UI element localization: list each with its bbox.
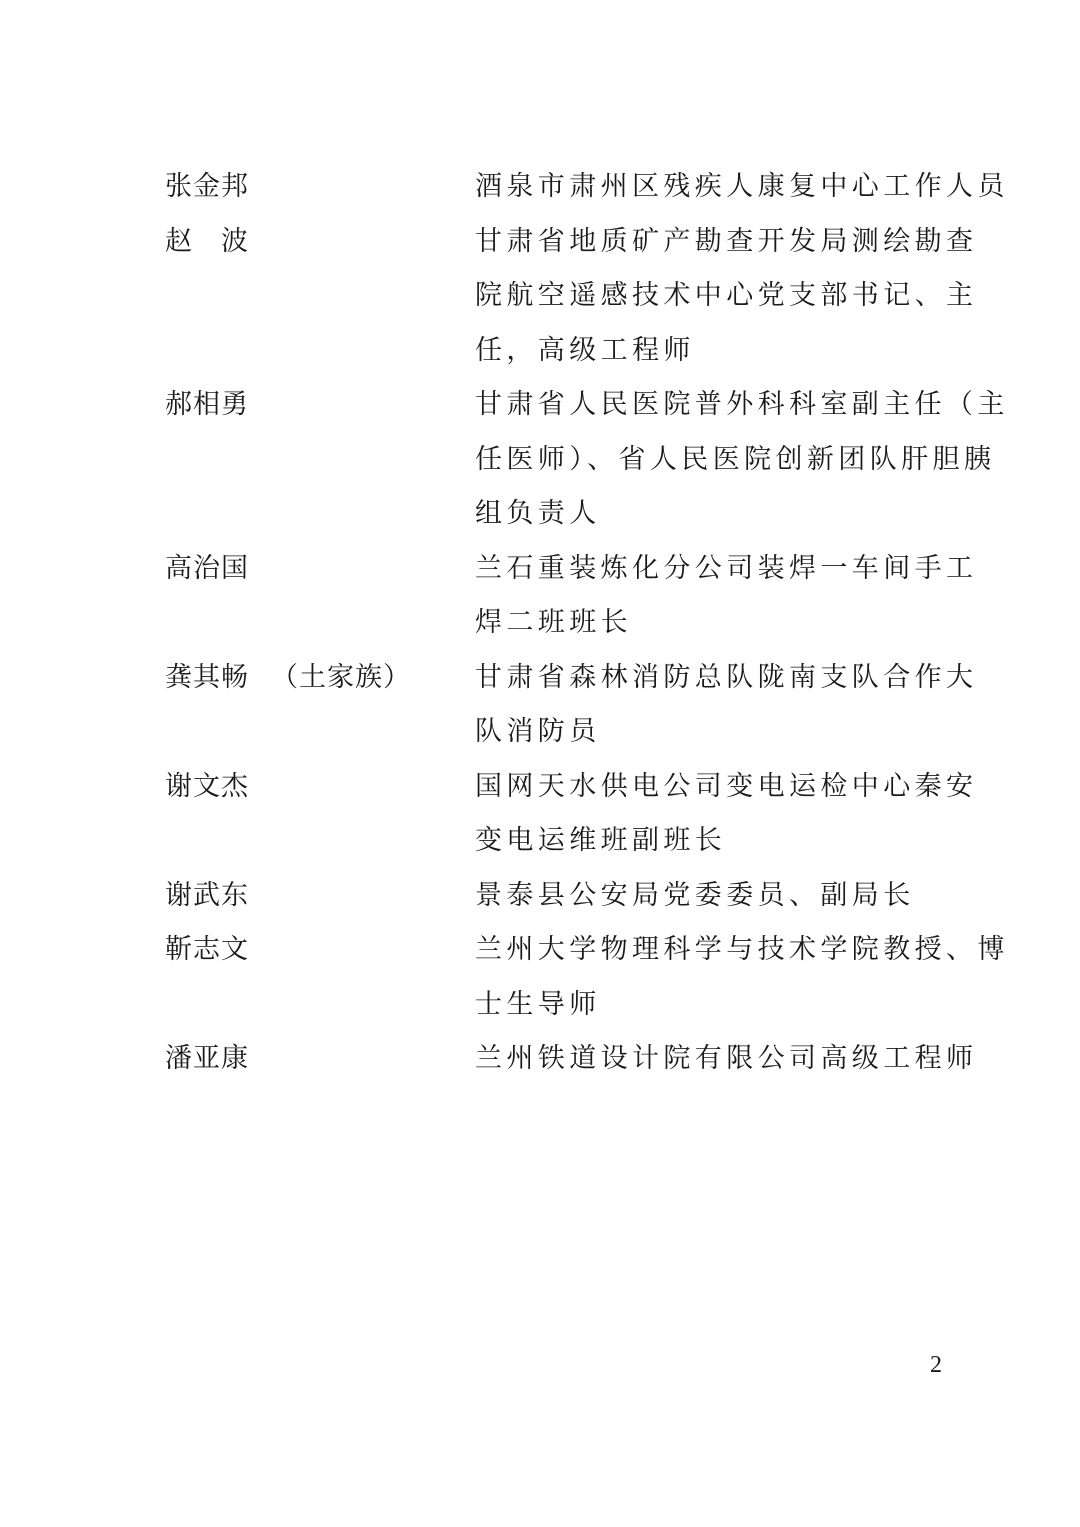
person-title xyxy=(475,1032,978,1087)
title-line: 院航空遥感技术中心党支部书记、主 xyxy=(475,280,978,311)
person-name: 谢武东 xyxy=(165,879,249,911)
person-title xyxy=(475,923,1009,1032)
person-name: 谢文杰 xyxy=(165,770,249,802)
page-number: 2 xyxy=(930,1352,942,1378)
title-line: 变电运维班副班长 xyxy=(475,825,727,856)
list-item xyxy=(165,215,978,379)
title-line: 队消防员 xyxy=(475,716,601,747)
person-name: 赵 波 xyxy=(165,225,249,257)
title-line: 酒泉市肃州区残疾人康复中心工作人员 xyxy=(475,171,1009,202)
title-line: 任，高级工程师 xyxy=(475,334,695,366)
title-line: 甘肃省地质矿产勘查开发局测绘勘查 xyxy=(475,225,978,257)
person-title xyxy=(475,378,1009,542)
title-line: 组负责人 xyxy=(475,498,601,529)
title-line: 任医师）、省人民医院创新团队肝胆胰 xyxy=(475,443,996,475)
list-item xyxy=(165,160,1009,215)
title-line: 国网天水供电公司变电运检中心秦安 xyxy=(475,770,978,802)
honoree-list xyxy=(165,160,1009,1087)
person-name: 高治国 xyxy=(165,552,249,584)
title-line: 兰州大学物理科学与技术学院教授、博 xyxy=(475,934,1009,965)
title-line: 兰州铁道设计院有限公司高级工程师 xyxy=(475,1043,978,1074)
title-line: 景泰县公安局党委委员、副局长 xyxy=(475,879,915,911)
person-title xyxy=(475,160,1009,215)
title-line: 焊二班班长 xyxy=(475,607,632,638)
person-title xyxy=(475,651,978,760)
title-line: 甘肃省人民医院普外科科室副主任（主 xyxy=(475,389,1009,420)
person-name: 张金邦 xyxy=(165,171,249,202)
list-item xyxy=(165,1032,978,1087)
title-line: 兰石重装炼化分公司装焊一车间手工 xyxy=(475,552,978,584)
list-item xyxy=(165,760,978,869)
person-title xyxy=(475,869,951,924)
person-title xyxy=(475,542,978,651)
list-item xyxy=(165,378,1009,542)
person-title xyxy=(475,760,978,869)
title-line: 甘肃省森林消防总队陇南支队合作大 xyxy=(475,661,978,693)
person-name: 靳志文 xyxy=(165,934,249,965)
list-item xyxy=(165,542,978,651)
title-line: 士生导师 xyxy=(475,988,601,1020)
list-item xyxy=(165,651,978,760)
list-item xyxy=(165,869,955,924)
person-name: 潘亚康 xyxy=(165,1043,249,1074)
person-name: 龚其畅 （土家族） xyxy=(165,661,411,693)
person-name: 郝相勇 xyxy=(165,389,249,420)
ethnicity-note: （土家族） xyxy=(271,661,411,693)
person-title xyxy=(475,215,978,379)
list-item xyxy=(165,923,1009,1032)
